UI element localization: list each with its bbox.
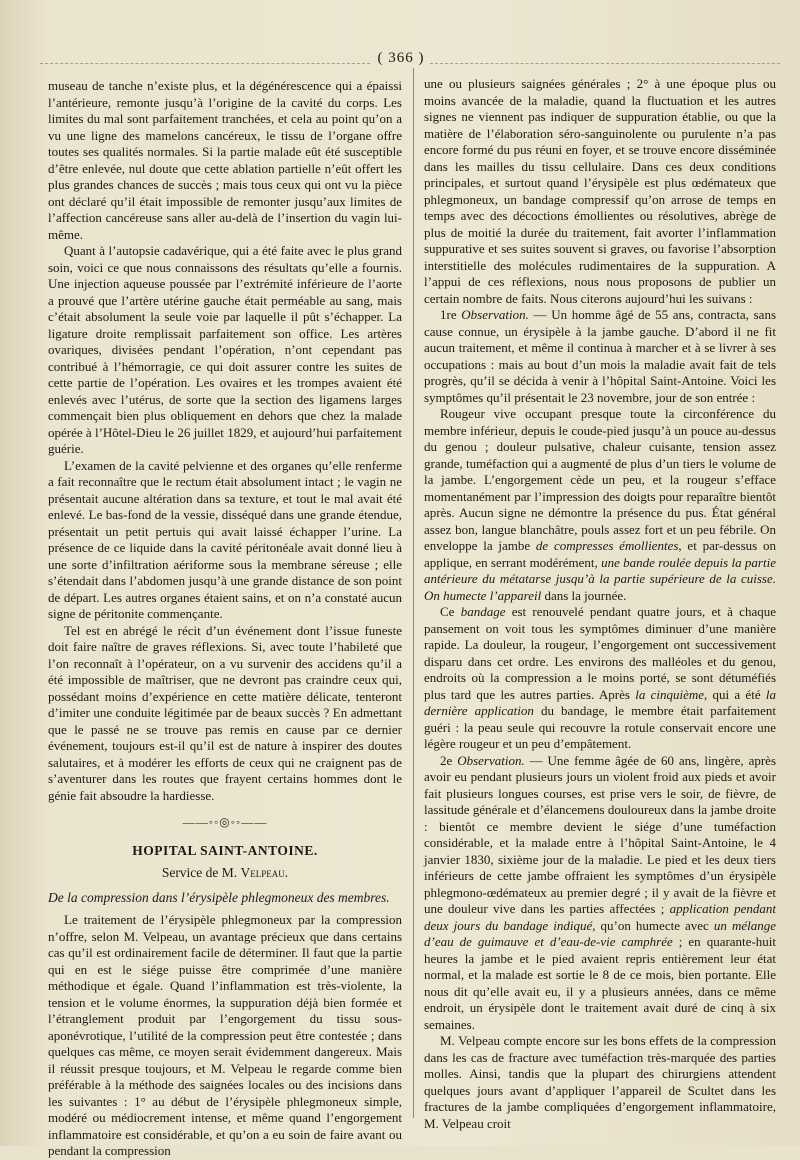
text-run: dans la journée. bbox=[541, 587, 627, 603]
text-run: , qui a été bbox=[704, 686, 766, 702]
paragraph: Quant à l’autopsie cadavérique, qui a été faite avec le plus grand soin, voici ce que nous connaissons des résultats qu’elle a fournis. Une injection aqueuse poussée par l’extrémité inférieure de l’aorte a prouvé que l’artère utérine gauche était perméable au sang, mais c’était absolument la seule voie par laquelle il pût s’échapper. La ligature droite remplissait parfaitement son office. Les artères ovariques, divisées pendant l’opération, n’ont cependant pas contribué à l’hémorragie, ce qui doit assurer contre les suites de cette partie de l’opération. Les ovaires et les trompes avaient été enlevés avec l’utérus, de sorte que la section des ligamens larges commençait bien plus obliquement en dehors que chez la malade opérée à l’Hôtel-Dieu le 26 juillet 1829, et aujourd’hui parfaitement guérie. bbox=[48, 243, 402, 456]
paragraph: Le traitement de l’érysipèle phlegmoneux par la compression n’offre, selon M. Velpeau, un avantage précieux que dans certains cas qu’il est ordinairement facile de déterminer. Il faut que la partie qui en est le siége puisse être comprimée d’une manière méthodique et égale. Quand l’inflammation est très-violente, la tension et le volume énormes, la suppuration déjà bien formée et l’étranglement produit par l’engorgement du tissu sous-aponévrotique, l’utilité de la compression peut être contestée ; dans quelques cas même, ce moyen serait évidemment dangereux. Mais il réussit presque toujours, et M. Velpeau le regarde comme bien préférable à la méthode des saignées locales ou des incisions dans les suivantes : 1° au début de l’érysipèle phlegmoneux simple, modéré ou médiocrement intense, et même quand l’engorgement inflammatoire est considérable, et qu’on a eu soin de faire avant ou pendant la compression bbox=[48, 912, 402, 1158]
text-run: ; en quarante-huit heures la jambe et le pied avaient repris entièrement leur état normal, et la malade est sortie le 8 de ce mois, bien portante. Elle nous dit qu’elle avait eu, il y a plusieurs années, dans ce même endroit, un érysipèle dont le traitement avait duré de cinq à six semaines. bbox=[424, 934, 776, 1032]
italic-run: une bande roulée depuis la partie antérieure du métatarse jusqu’à la partie supérieure de la cuisse. On humecte l’appareil bbox=[424, 554, 776, 603]
left-column bbox=[48, 78, 402, 1160]
observation-text: — Un homme âgé de 55 ans, contracta, sans cause connue, un érysipèle à la jambe gauche. D’abord il ne fit aucun traitement, et même il continua à marcher et à se livrer à ses occupations : mais au bout d’un mois la maladie avait fait de tels progrès, qu’il se décida à venir à l’hôpital Saint-Antoine. Voici les symptômes qu’il présentait le 23 novembre, jour de son entrée : bbox=[424, 307, 777, 405]
observation-number: 1re bbox=[440, 307, 457, 322]
hospital-title: HOPITAL SAINT-ANTOINE. bbox=[132, 842, 318, 858]
observation-1 bbox=[424, 307, 776, 406]
observation-label: Observation. bbox=[461, 307, 529, 322]
italic-run: de compresses émollientes bbox=[535, 538, 679, 553]
header-rule-right bbox=[430, 63, 780, 64]
paragraph: museau de tanche n’existe plus, et la dégénérescence qui a épaissi l’antérieure, remonte jusqu’à l’origine de la cavité du corps. Les limites du mal sont parfaitement tranchées, et cela au point qu’on a vu une ligne des mamelons cancéreux, le tissu de l’organe offre toutes ses qualités normales. Si la partie malade eût été susceptible d’être enlevée, nul doute que cette ablation partielle n’eût offert les plus grandes chances de succès ; mais tous ceux qui ont vu la pièce ont déclaré qu’il était impossible de remonter jusqu’aux limites de l’affection cancéreuse sans aller au-delà de l’insertion du vagin lui-même. bbox=[48, 78, 402, 242]
text-run: — Une femme âgée de 60 ans, lingère, après avoir eu pendant plusieurs jours un violent froid aux pieds et avoir fait plusieurs longues courses, est prise vers le soir, de fièvre, de lassitude générale et d’élancemens douloureux dans la jambe droite : bientôt ce membre devient le siége d’une tuméfaction considérable, et la malade entre à l’hôpital Saint-Antoine, le 4 janvier 1830, sixième jour de la maladie. Le pied et les deux tiers inférieurs de cette jambe offraient les symptômes d’un érysipèle phlegmono-œdémateux au premier degré ; il y avait de la fièvre et une douleur vive dans les parties affectées ; bbox=[424, 752, 776, 916]
observation-2 bbox=[424, 753, 776, 1034]
observation-label: Observation. bbox=[457, 752, 525, 768]
section-ornament: ——◦◦◎◦◦—— bbox=[182, 815, 268, 829]
italic-run: bandage bbox=[460, 604, 506, 619]
italic-run: un mélange d’eau de guimauve et d’eau-de-vie camphrée bbox=[424, 917, 776, 949]
service-name: Velpeau. bbox=[240, 865, 289, 880]
text-run: Ce bbox=[440, 604, 461, 619]
paragraph: M. Velpeau compte encore sur les bons effets de la compression dans les cas de fracture avec tuméfaction très-marquée des parties molles. Ainsi, tandis que la plupart des chirurgiens attendent quelques jours avant d’appliquer l’appareil de Scultet dans les fractures de la jambe compliquées d’engorgement inflammatoire, M. Velpeau croit bbox=[424, 1033, 776, 1131]
right-column bbox=[424, 76, 776, 1132]
text-run: Rougeur vive occupant presque toute la circonférence du membre inférieur, depuis le coude-pied jusqu’à un pouce au-dessus du genou ; douleur pulsative, chaleur cuisante, tension assez grande, tuméfaction qui a augmenté de plus d’un tiers le volume de la jambe. L’engorgement cède un peu, et la rougeur s’efface momentanément par l’impression des doigts pour reparaître bientôt après. Aucun signe ne démontre la présence du pus. État général assez bon, langue blanchâtre, pouls assez fort et un peu fébrile. On enveloppe la jambe bbox=[424, 406, 776, 553]
text-run: , et par-dessus on applique, en serrant modérément, bbox=[424, 538, 776, 570]
paragraph: Tel est en abrégé le récit d’un événement dont l’issue funeste doit faire naître de graves réflexions. Si, avec toute l’habileté que l’on reconnaît à l’opérateur, on a vu survenir des accidens qu’il a été impossible de maîtriser, que ne devront pas craindre ceux qui, possédant moins d’expérience en cette matière délicate, tenteront d’imiter une conduite légitimée par de beaux succès ? En admettant que le passé ne se trouve pas remis en cause par ce dernier événement, toujours est-il qu’il est de nature à inspirer des doutes salutaires, et à modérer les efforts de ceux qui ne craignent pas de s’aventurer dans les routes que frayent certains hommes dont le génie fait absoudre la hardiesse. bbox=[48, 622, 402, 803]
italic-run: application pendant deux jours du bandage indiqué bbox=[424, 901, 776, 933]
section-title: De la compression dans l’érysipèle phlegmoneux des membres. bbox=[48, 889, 390, 905]
paragraph bbox=[424, 604, 776, 753]
page-number: ( 366 ) bbox=[377, 50, 425, 66]
column-divider bbox=[413, 68, 414, 1118]
service-prefix: Service de M. bbox=[161, 865, 241, 880]
italic-run: la dernière application bbox=[424, 686, 776, 718]
italic-run: la cinquième bbox=[635, 686, 705, 702]
header-rule-left bbox=[40, 63, 370, 64]
paragraph: L’examen de la cavité pelvienne et des organes qu’elle renferme a fait reconnaître que le rectum était absolument intact ; le vagin ne présentait aucune altération dans sa texture, et tout le mal avait été enlevé. Le bas-fond de la vessie, disséqué dans une grande étendue, présentait un petit pertuis qui avait laissé échapper l’urine. La présence de ce liquide dans la cavité péritonéale avait donné lieu à une sorte d’infiltration aériforme sous la membrane séreuse ; elle s’étendait dans l’abdomen jusqu’à une grande distance de son point de départ. Les autres organes étaient sains, et on n’a constaté aucun signe de péritonite commençante. bbox=[48, 457, 402, 621]
text-run: , qu’on humecte avec bbox=[592, 917, 714, 933]
observation-number: 2e bbox=[440, 752, 453, 768]
text-run: est renouvelé pendant quatre jours, et à chaque pansement on voit tous les symptômes diminuer d’une manière rapide. La douleur, la rougeur, l’engorgement ont successivement disparu dans cet ordre. Les environs des malléoles et du genou, endroits où la compression a le moins porté, se sont détuméfiés plus tard que les autres parties. Après bbox=[424, 604, 776, 702]
text-run: du bandage, le membre était parfaitement guéri : la peau seule qui recouvre la rotule conservait encore une légère rougeur et un peu d’empâtement. bbox=[424, 703, 776, 751]
paragraph: une ou plusieurs saignées générales ; 2° à une époque plus ou moins avancée de la maladie, quand la fluctuation et les autres signes ne viennent pas indiquer de suppuration établie, ou que la matière de l’élaboration séro-sanguinolente ou purulente n’a pas encore formé du pus réuni en foyer, et se trouve encore disséminée dans les mailles du tissu cellulaire. Dans ces deux conditions principales, et surtout quand l’érysipèle est plus œdémateux que phlegmoneux, un bandage compressif qu’on arrose de temps en temps avec des décoctions émollientes ou résolutives, abrège de plus de moitié la durée du traitement, fait avorter l’inflammation suppurative et ses suites souvent si graves, ou favorise l’absorption interstitielle des molécules rudimentaires de la suppuration. A l’appui de ces réflexions, nous nous proposons de publier un certain nombre de faits. Nous citerons aujourd’hui les suivans : bbox=[424, 76, 776, 306]
service-line bbox=[48, 865, 402, 882]
paragraph bbox=[424, 406, 776, 604]
